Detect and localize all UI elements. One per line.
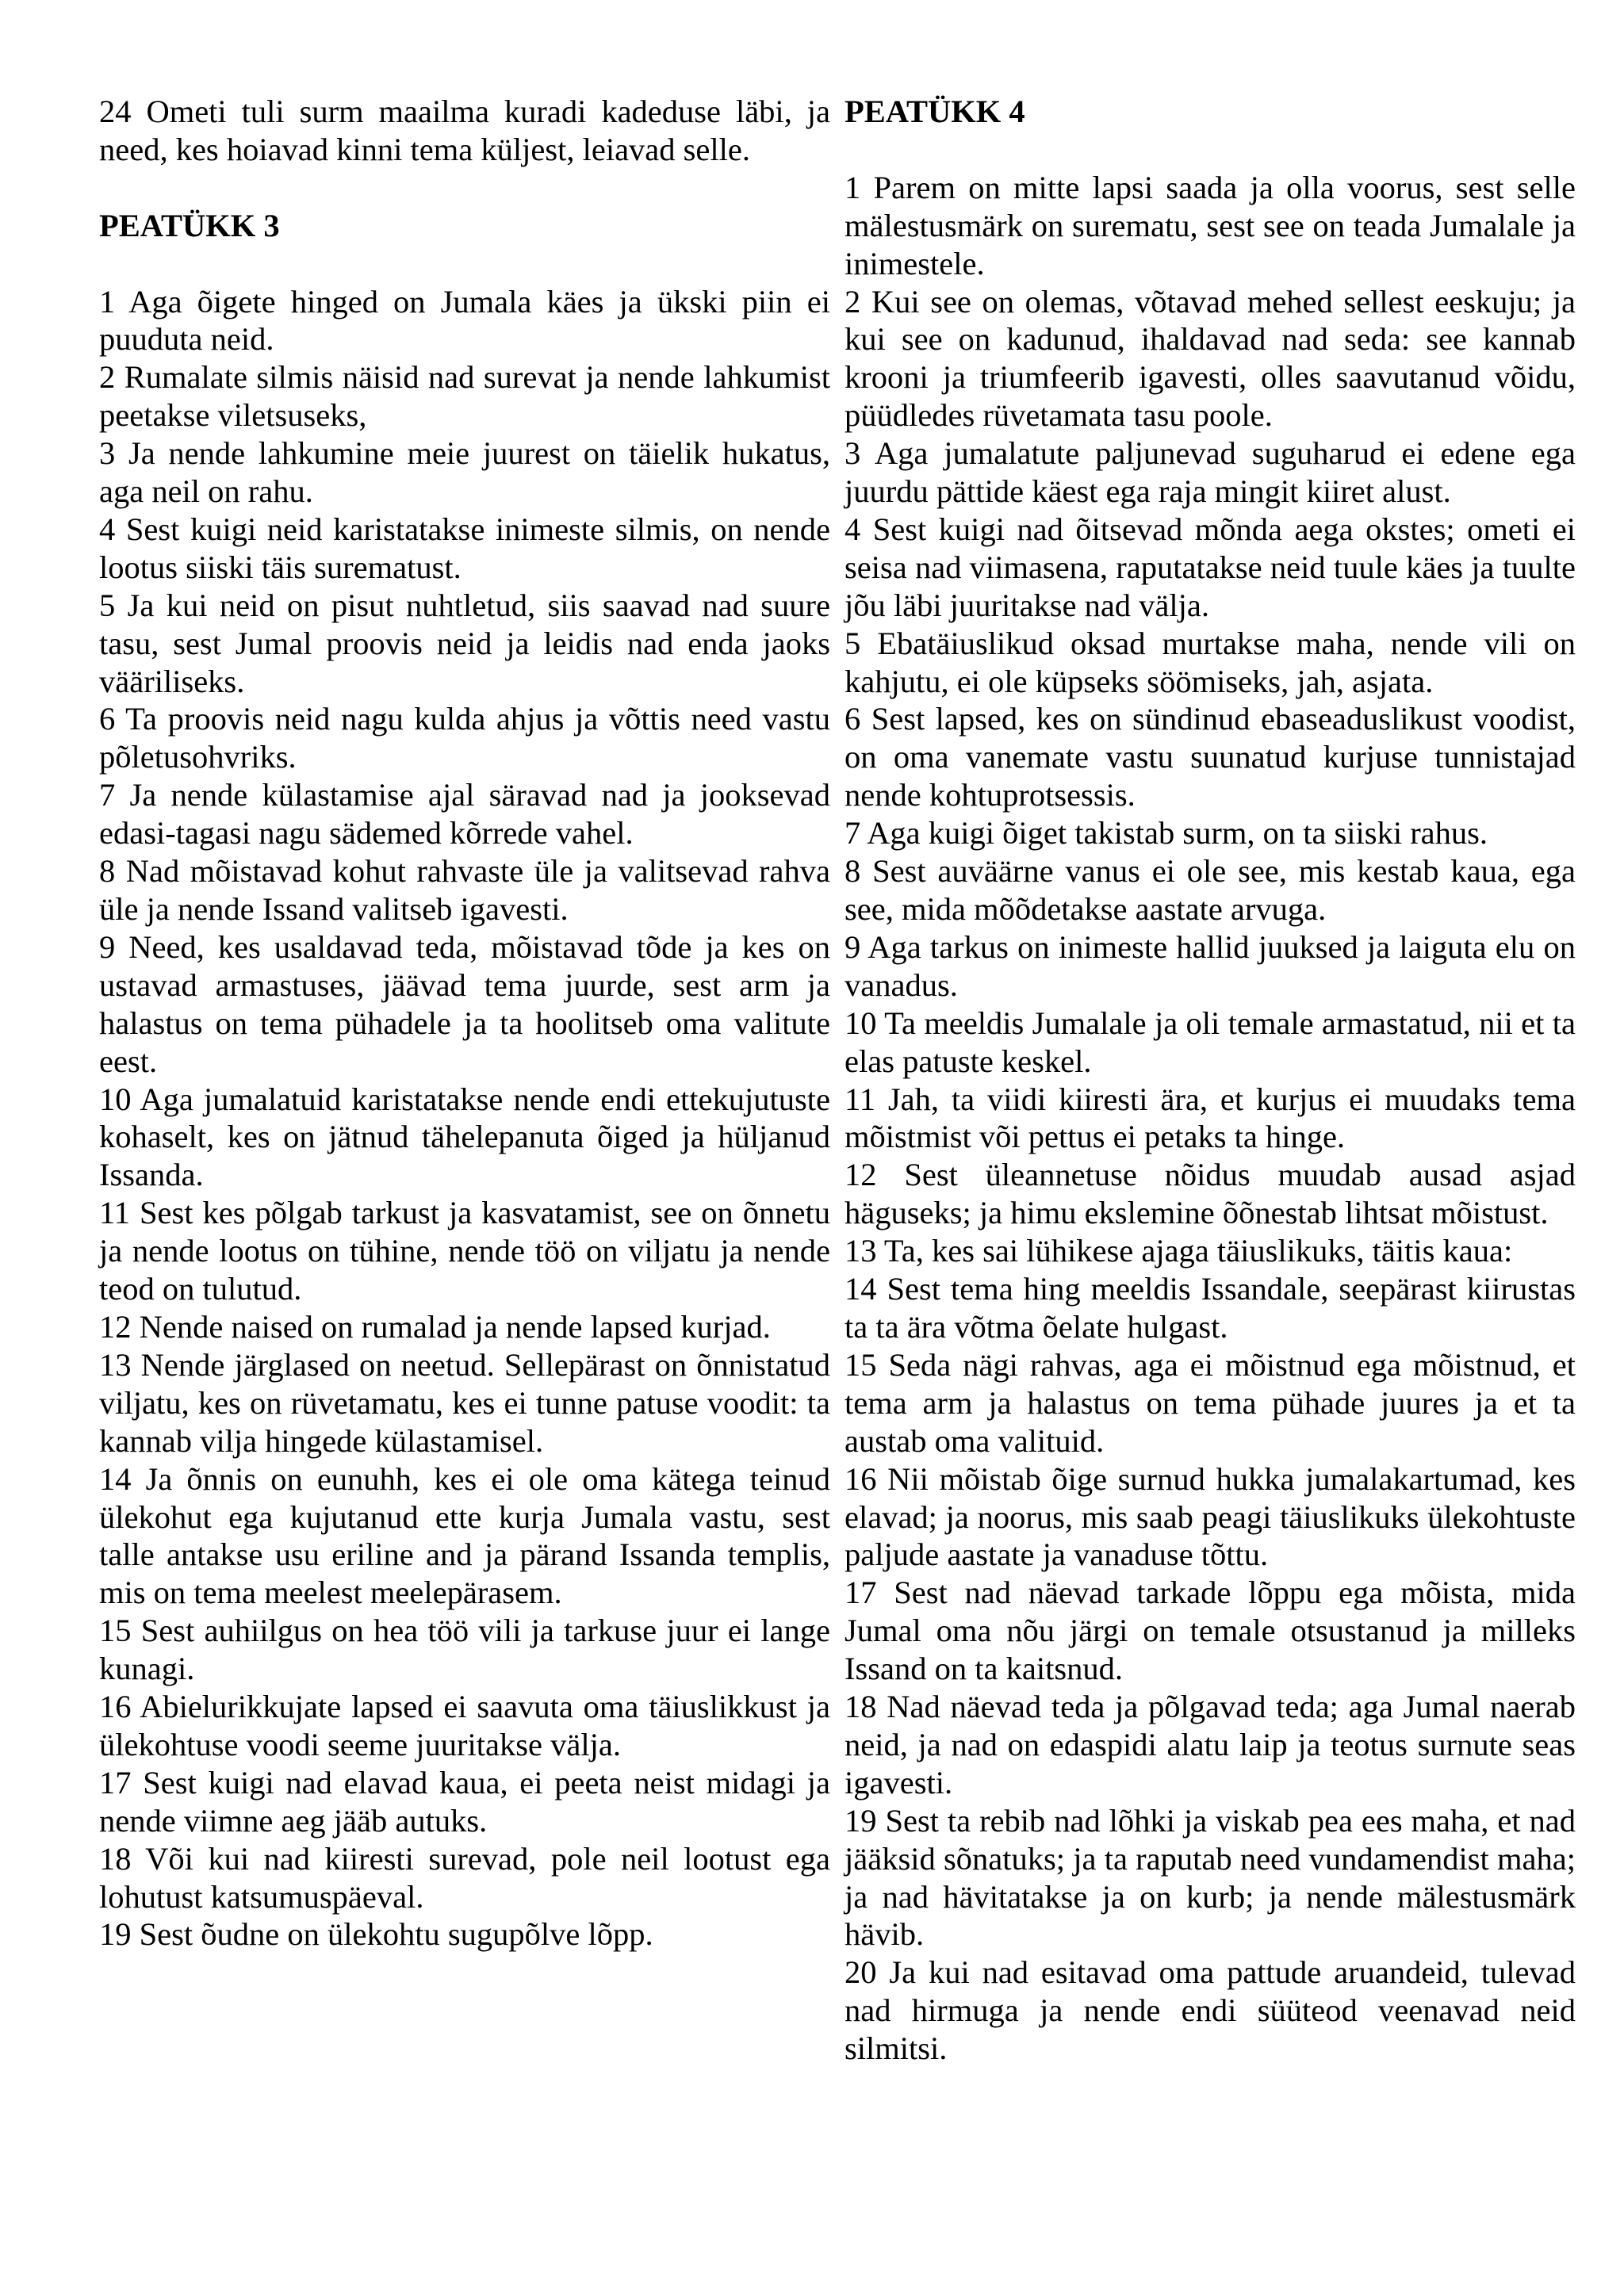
chapter-3-heading: PEATÜKK 3: [99, 207, 280, 243]
verse: 9 Need, kes usaldavad teda, mõistavad tõde ja kes on ustavad armastuses, jäävad tema juurde, sest arm ja halastus on tema pühadele ja ta hoolitseb oma valitute eest.: [99, 928, 830, 1079]
verse: 19 Sest ta rebib nad lõhki ja viskab pea ees maha, et nad jääksid sõnatuks; ja ta raputab need vundamendist maha; ja nad hävitatakse ja on kurb; ja nende mälestusmärk hävib.: [845, 1802, 1576, 1953]
verse: 12 Nende naised on rumalad ja nende lapsed kurjad.: [99, 1308, 771, 1345]
spacer: [99, 169, 830, 207]
spacer: [99, 245, 830, 283]
verse: 18 Nad näevad teda ja põlgavad teda; aga Jumal naerab neid, ja nad on edaspidi alatu laip ja teotus surnute seas igavesti.: [845, 1689, 1576, 1800]
verse: 1 Parem on mitte lapsi saada ja olla voorus, sest selle mälestusmärk on surematu, sest see on teada Jumalale ja inimestele.: [845, 169, 1576, 281]
verse: 14 Sest tema hing meeldis Issandale, seepärast kiirustas ta ta ära võtma õelate hulgast.: [845, 1271, 1576, 1345]
verse: 17 Sest kuigi nad elavad kaua, ei peeta neist midagi ja nende viimne aeg jääb autuks.: [99, 1764, 830, 1839]
left-text-column: [99, 93, 830, 1954]
verse-24: 24 Ometi tuli surm maailma kuradi kadeduse läbi, ja need, kes hoiavad kinni tema küljest, leiavad selle.: [99, 94, 830, 167]
verse: 11 Jah, ta viidi kiiresti ära, et kurjus ei muudaks tema mõistmist või pettus ei petaks ta hinge.: [845, 1081, 1576, 1155]
right-text-column: [845, 93, 1576, 2068]
verse: 14 Ja õnnis on eunuhh, kes ei ole oma kätega teinud ülekohut ega kujutanud ette kurja Jumala vastu, sest talle antakse usu eriline and ja pärand Issanda templis, mis on tema meelest meelepärasem.: [99, 1460, 830, 1611]
verse: 18 Või kui nad kiiresti surevad, pole neil lootust ega lohutust katsumuspäeval.: [99, 1840, 830, 1915]
verse: 9 Aga tarkus on inimeste hallid juuksed ja laiguta elu on vanadus.: [845, 928, 1576, 1003]
verse: 3 Aga jumalatute paljunevad suguharud ei edene ega juurdu pättide käest ega raja mingit kiiret alust.: [845, 435, 1576, 510]
verse: 19 Sest õudne on ülekohtu sugupõlve lõpp.: [99, 1916, 653, 1953]
verse: 10 Ta meeldis Jumalale ja oli temale armastatud, nii et ta elas patuste keskel.: [845, 1004, 1576, 1079]
verse: 16 Abielurikkujate lapsed ei saavuta oma täiuslikkust ja ülekohtuse voodi seeme juuritakse välja.: [99, 1689, 830, 1762]
verse: 15 Sest auhiilgus on hea töö vili ja tarkuse juur ei lange kunagi.: [99, 1613, 830, 1687]
verse: 2 Kui see on olemas, võtavad mehed sellest eeskuju; ja kui see on kadunud, ihaldavad nad seda: see kannab krooni ja triumfeerib igavesti, olles saavutanud võidu, püüdledes rüvetamata tasu poole.: [845, 283, 1576, 434]
verse: 4 Sest kuigi neid karistatakse inimeste silmis, on nende lootus siiski täis surematust.: [99, 511, 830, 585]
verse: 6 Sest lapsed, kes on sündinud ebaseaduslikust voodist, on oma vanemate vastu suunatud kurjuse tunnistajad nende kohtuprotsessis.: [845, 701, 1576, 813]
verse: 6 Ta proovis neid nagu kulda ahjus ja võttis need vastu põletusohvriks.: [99, 701, 830, 775]
verse: 20 Ja kui nad esitavad oma pattude aruandeid, tulevad nad hirmuga ja nende endi süüteod veenavad neid silmitsi.: [845, 1954, 1576, 2067]
verse: 11 Sest kes põlgab tarkust ja kasvatamist, see on õnnetu ja nende lootus on tühine, nende töö on viljatu ja nende teod on tulutud.: [99, 1195, 830, 1307]
verse: 2 Rumalate silmis näisid nad surevat ja nende lahkumist peetakse viletsuseks,: [99, 359, 830, 434]
verse: 1 Aga õigete hinged on Jumala käes ja ükski piin ei puuduta neid.: [99, 283, 830, 358]
verse: 8 Sest auväärne vanus ei ole see, mis kestab kaua, ega see, mida mõõdetakse aastate arvuga.: [845, 853, 1576, 928]
verse: 13 Ta, kes sai lühikese ajaga täiuslikuks, täitis kaua:: [845, 1233, 1513, 1269]
verse: 10 Aga jumalatuid karistatakse nende endi ettekujutuste kohaselt, kes on jätnud tähelepanuta õiged ja hüljanud Issanda.: [99, 1081, 830, 1193]
verse: 8 Nad mõistavad kohut rahvaste üle ja valitsevad rahva üle ja nende Issand valitseb igavesti.: [99, 853, 830, 927]
verse: 16 Nii mõistab õige surnud hukka jumalakartumad, kes elavad; ja noorus, mis saab peagi täiuslikuks ülekohtuste paljude aastate ja vanaduse tõttu.: [845, 1460, 1576, 1573]
verse: 7 Aga kuigi õiget takistab surm, on ta siiski rahus.: [845, 815, 1488, 851]
verse: 15 Seda nägi rahvas, aga ei mõistnud ega mõistnud, et tema arm ja halastus on tema pühade juures ja et ta austab oma valituid.: [845, 1346, 1576, 1459]
verse: 3 Ja nende lahkumine meie juurest on täielik hukatus, aga neil on rahu.: [99, 435, 830, 510]
verse: 5 Ebatäiuslikud oksad murtakse maha, nende vili on kahjutu, ei ole küpseks söömiseks, jah, asjata.: [845, 625, 1576, 699]
verse: 17 Sest nad näevad tarkade lõppu ega mõista, mida Jumal oma nõu järgi on temale otsustanud ja milleks Issand on ta kaitsnud.: [845, 1575, 1576, 1687]
verse: 7 Ja nende külastamise ajal säravad nad ja jooksevad edasi-tagasi nagu sädemed kõrrede vahel.: [99, 777, 830, 851]
spacer: [845, 131, 1576, 169]
verse: 5 Ja kui neid on pisut nuhtletud, siis saavad nad suure tasu, sest Jumal proovis neid ja leidis nad enda jaoks vääriliseks.: [99, 587, 830, 699]
verse: 12 Sest üleannetuse nõidus muudab ausad asjad häguseks; ja himu ekslemine õõnestab lihtsat mõistust.: [845, 1157, 1576, 1231]
chapter-4-heading: PEATÜKK 4: [845, 94, 1025, 129]
verse: 4 Sest kuigi nad õitsevad mõnda aega okstes; ometi ei seisa nad viimasena, raputatakse neid tuule käes ja tuulte jõu läbi juuritakse nad välja.: [845, 511, 1576, 623]
verse: 13 Nende järglased on neetud. Sellepärast on õnnistatud viljatu, kes on rüvetamatu, kes ei tunne patuse voodit: ta kannab vilja hingede külastamisel.: [99, 1346, 830, 1459]
